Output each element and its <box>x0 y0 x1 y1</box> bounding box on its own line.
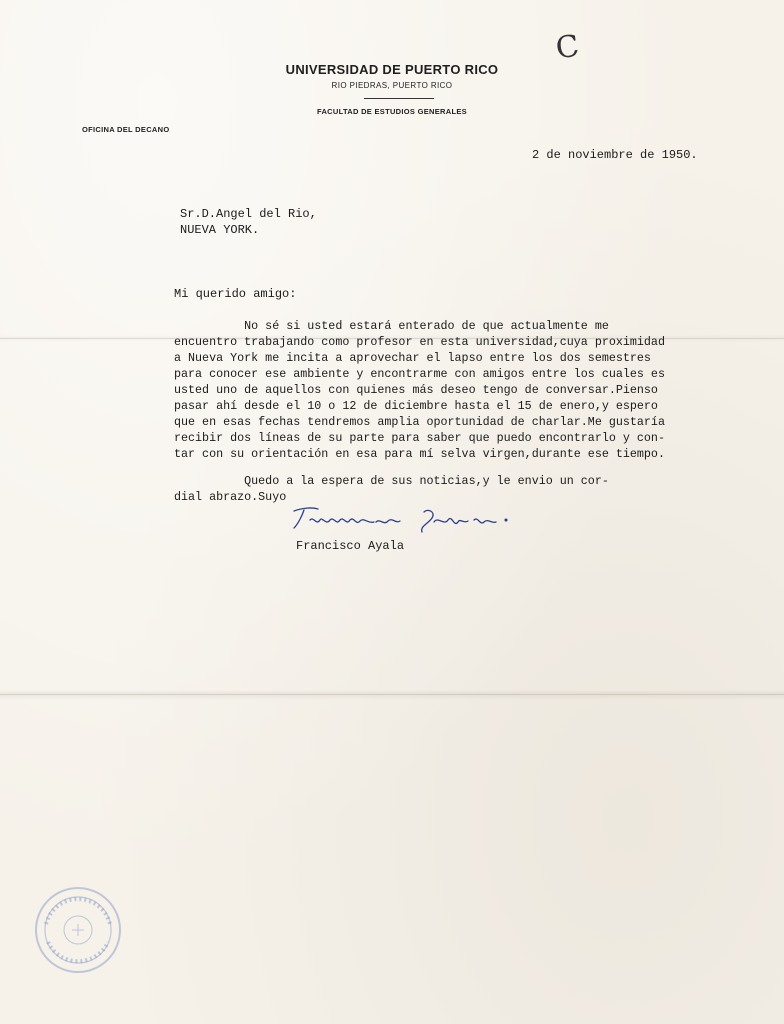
letterhead-rule <box>364 98 434 99</box>
typed-signature-name: Francisco Ayala <box>296 539 405 553</box>
handwritten-corner-mark: C <box>553 28 582 67</box>
letter-date: 2 de noviembre de 1950. <box>532 148 698 162</box>
body-line: que en esas fechas tendremos amplia oportunidad de charlar.Me gustaría <box>174 415 665 429</box>
letterhead-city: RIO PIEDRAS, PUERTO RICO <box>331 81 453 90</box>
body-line: tar con su orientación en esa para mí selva virgen,durante ese tiempo. <box>174 447 665 461</box>
body-line: a Nueva York me incita a aprovechar el lapso entre los dos semestres <box>174 351 651 365</box>
letter-greeting: Mi querido amigo: <box>174 287 297 301</box>
recipient-city: NUEVA YORK. <box>180 223 260 237</box>
letterhead-university: UNIVERSIDAD DE PUERTO RICO <box>285 62 499 77</box>
handwritten-signature <box>288 502 528 536</box>
fold-line-lower <box>0 694 784 695</box>
seal-stamp <box>32 884 124 976</box>
body-line: encuentro trabajando como profesor en esta universidad,cuya proximidad <box>174 335 665 349</box>
body-line: No sé si usted estará enterado de que actualmente me <box>174 319 609 333</box>
body-line: recibir dos líneas de su parte para saber que puedo encontrarlo y con- <box>174 431 665 445</box>
closing-line: Quedo a la espera de sus noticias,y le envio un cor- <box>174 474 609 488</box>
letterhead-faculty: FACULTAD DE ESTUDIOS GENERALES <box>317 107 467 116</box>
closing-line: dial abrazo.Suyo <box>174 490 287 504</box>
letterhead-office: OFICINA DEL DECANO <box>82 125 170 134</box>
body-line: pasar ahí desde el 10 o 12 de diciembre hasta el 15 de enero,y espero <box>174 399 658 413</box>
body-line: usted uno de aquellos con quienes más deseo tengo de conversar.Pienso <box>174 383 658 397</box>
body-line: para conocer ese ambiente y encontrarme con amigos entre los cuales es <box>174 367 665 381</box>
recipient-name: Sr.D.Angel del Rio, <box>180 207 317 221</box>
